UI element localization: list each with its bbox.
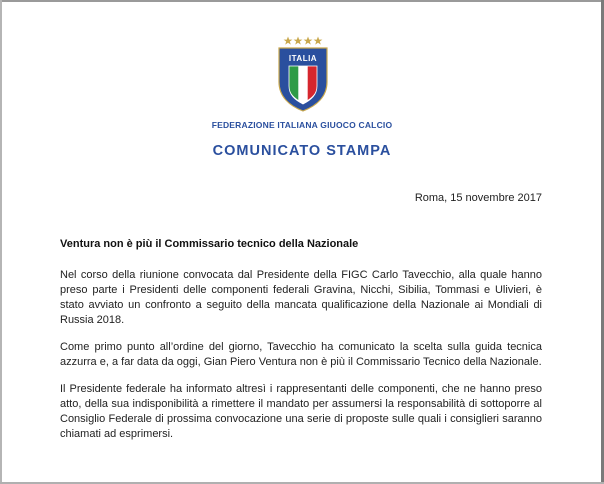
stars-row	[284, 37, 323, 45]
viewer-frame-left	[0, 0, 2, 484]
organization-name: FEDERAZIONE ITALIANA GIUOCO CALCIO	[211, 120, 393, 130]
star-icon	[304, 37, 313, 45]
dateline: Roma, 15 novembre 2017	[414, 192, 542, 204]
paragraph-2: Come primo punto all’ordine del giorno, Tavecchio ha comunicato la scelta sulla guida tecnica azzurra e, a far data da oggi, Gian Piero Ventura non è più il Commissario Tecnico della Nazionale.	[60, 341, 542, 368]
star-icon	[314, 37, 323, 45]
viewer-frame-top	[0, 0, 604, 2]
star-icon	[284, 37, 293, 45]
star-icon	[294, 37, 303, 45]
figc-shield-logo	[276, 36, 330, 112]
logo-italia-text: ITALIA	[288, 54, 318, 63]
document-type-heading: COMUNICATO STAMPA	[212, 143, 392, 159]
press-release-title: Ventura non è più il Commissario tecnico della Nazionale	[60, 238, 359, 250]
paragraph-1: Nel corso della riunione convocata dal Presidente della FIGC Carlo Tavecchio, alla quale hanno preso parte i Presidenti delle componenti federali Gravina, Nicchi, Sibilia, Tommasi e Ulivieri, è stato avviato un confronto a seguito della mancata qualificazione della Nazionale ai Mondiali di Russia 2018.	[60, 269, 542, 326]
paragraph-3: Il Presidente federale ha informato altresì i rappresentanti delle componenti, che ne hanno preso atto, della sua indisponibilità a rimettere il mandato per assumersi la responsabilità di sottoporre al Consiglio Federale di prossima convocazione una serie di proposte sulle quali i consiglieri saranno chiamati ad esprimersi.	[60, 383, 542, 440]
